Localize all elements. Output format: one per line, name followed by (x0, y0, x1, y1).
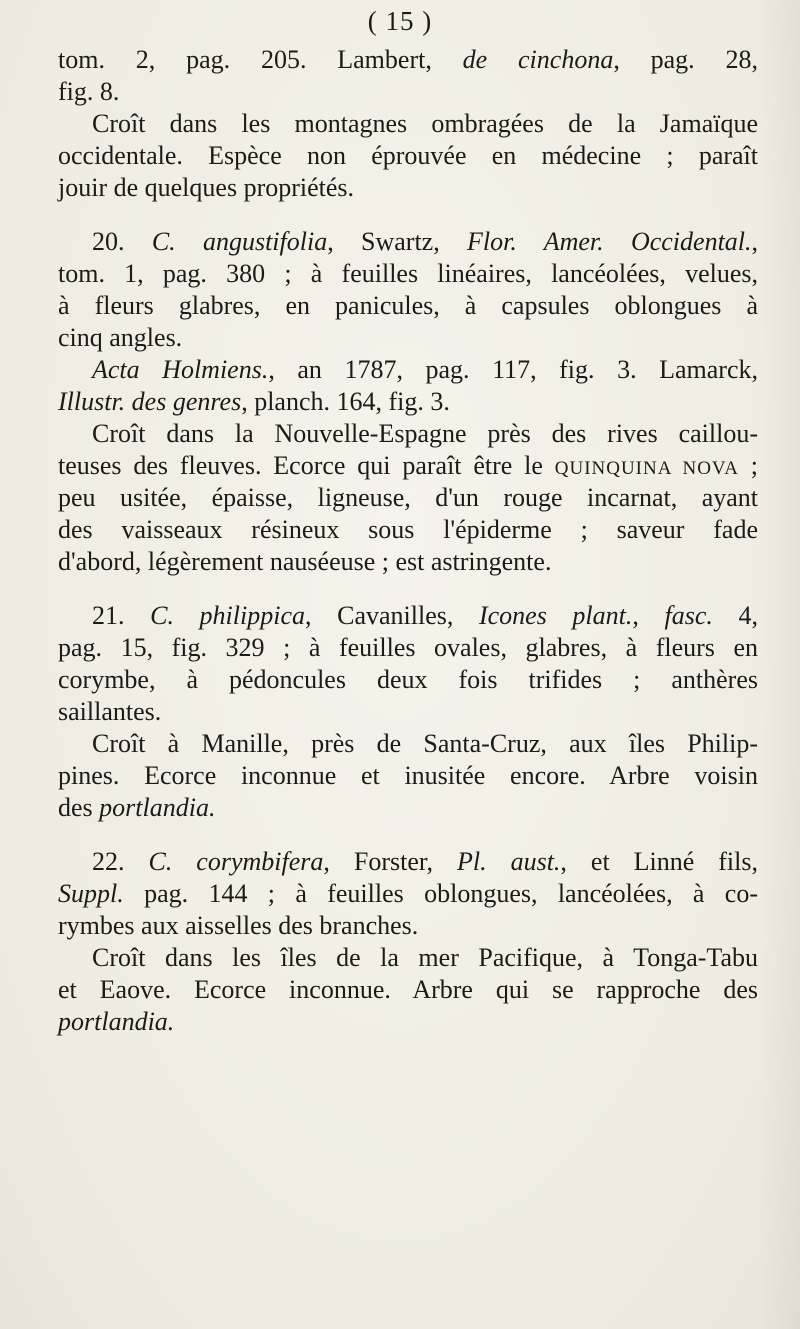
text-run: corymbe, à pédoncules deux fois trifides ; anthères (58, 665, 758, 694)
text-run: , Cavanilles, (305, 601, 479, 630)
text-run: jouir de quelques propriétés. (58, 173, 355, 202)
text-run: Croît à Manille, près de Santa-Cruz, aux îles Philip- (92, 729, 758, 758)
text-run: pines. Ecorce inconnue et inusitée encore. Arbre voisin (58, 761, 758, 790)
text-line (58, 846, 758, 878)
text-line (58, 450, 758, 482)
text-line (58, 290, 758, 322)
text-line (58, 878, 758, 910)
text-line (58, 600, 758, 632)
text-line (58, 226, 758, 258)
text-line (58, 728, 758, 760)
text-line (58, 76, 758, 108)
text-run: tom. 2, pag. 205. Lambert, (58, 45, 463, 74)
text-run: d'abord, légèrement nauséeuse ; est astringente. (58, 547, 552, 576)
text-line (58, 910, 758, 942)
text-run: saillantes. (58, 697, 162, 726)
text-run: , Swartz, (327, 227, 468, 256)
text-line (58, 696, 758, 728)
entry-entry-20 (58, 226, 758, 578)
paragraph-gap (58, 824, 758, 846)
text-line (58, 108, 758, 140)
text-run: , Forster, (323, 847, 457, 876)
text-line (58, 632, 758, 664)
italic-run: portlandia. (99, 793, 216, 822)
italic-run: Illustr. des genres (58, 387, 242, 416)
text-line (58, 258, 758, 290)
text-line (58, 974, 758, 1006)
italic-run: portlandia. (58, 1007, 175, 1036)
text-run: , planch. 164, fig. 3. (241, 387, 450, 416)
text-run: , et Linné fils, (560, 847, 759, 876)
text-run: teuses des fleuves. Ecorce qui paraît être le (58, 451, 555, 480)
text-run: 20. (92, 227, 152, 256)
text-run: 22. (92, 847, 149, 876)
text-run: 21. (92, 601, 151, 630)
page-edge-shadow (760, 0, 800, 1329)
italic-run: de cinchona (462, 45, 614, 74)
text-run: Croît dans les îles de la mer Pacifique, à Tonga-Tabu (92, 943, 758, 972)
page-number: ( 15 ) (367, 6, 433, 36)
text-line (58, 418, 758, 450)
text-line (58, 172, 758, 204)
text-line (58, 386, 758, 418)
paragraph-gap (58, 204, 758, 226)
paragraph-gap (58, 578, 758, 600)
italic-run: Flor. Amer. Occidental. (467, 227, 752, 256)
italic-run: C. corymbifera (148, 847, 324, 876)
page-body-text (58, 44, 758, 1038)
italic-run: Suppl. (58, 879, 124, 908)
text-line (58, 322, 758, 354)
italic-run: fasc. (664, 601, 713, 630)
text-line (58, 140, 758, 172)
text-run: , pag. 28, (613, 45, 759, 74)
italic-run: Icones plant. (478, 601, 633, 630)
text-run: cinq angles. (58, 323, 183, 352)
italic-run: Pl. aust. (456, 847, 561, 876)
text-run: , (632, 601, 665, 630)
text-run: Croît dans la Nouvelle-Espagne près des rives caillou- (92, 419, 758, 448)
text-run: Croît dans les montagnes ombragées de la Jamaïque (92, 109, 758, 138)
entry-entry-21 (58, 600, 758, 824)
text-line (58, 942, 758, 974)
text-run: peu usitée, épaisse, ligneuse, d'un rouge incarnat, ayant (58, 483, 758, 512)
text-line (58, 664, 758, 696)
text-run: pag. 15, fig. 329 ; à feuilles ovales, glabres, à fleurs en (58, 633, 758, 662)
italic-run: Acta Holmiens. (92, 355, 269, 384)
text-run: fig. 8. (58, 77, 120, 106)
text-run: et Eaove. Ecorce inconnue. Arbre qui se rapproche des (58, 975, 758, 1004)
small-caps-run: QUINQUINA NOVA (554, 458, 739, 479)
text-line (58, 482, 758, 514)
text-run: rymbes aux aisselles des branches. (58, 911, 419, 940)
italic-run: C. philippica (150, 601, 305, 630)
text-line (58, 1006, 758, 1038)
text-run: occidentale. Espèce non éprouvée en médecine ; paraît (58, 141, 758, 170)
text-run: des vaisseaux résineux sous l'épiderme ; saveur fade (58, 515, 758, 544)
text-run: des (58, 793, 100, 822)
text-run: 4, (712, 601, 758, 630)
text-line (58, 354, 758, 386)
entry-intro (58, 44, 758, 204)
italic-run: C. angustifolia (151, 227, 328, 256)
text-run: , (751, 227, 759, 256)
text-line (58, 44, 758, 76)
text-run: , an 1787, pag. 117, fig. 3. Lamarck, (268, 355, 758, 384)
text-line (58, 792, 758, 824)
text-line (58, 760, 758, 792)
text-run: ; (738, 451, 758, 480)
text-run: tom. 1, pag. 380 ; à feuilles linéaires, lancéolées, velues, (58, 259, 758, 288)
text-run: pag. 144 ; à feuilles oblongues, lancéolées, à co- (123, 879, 758, 908)
text-run: à fleurs glabres, en panicules, à capsules oblongues à (58, 291, 758, 320)
entry-entry-22 (58, 846, 758, 1038)
text-line (58, 546, 758, 578)
text-line (58, 514, 758, 546)
